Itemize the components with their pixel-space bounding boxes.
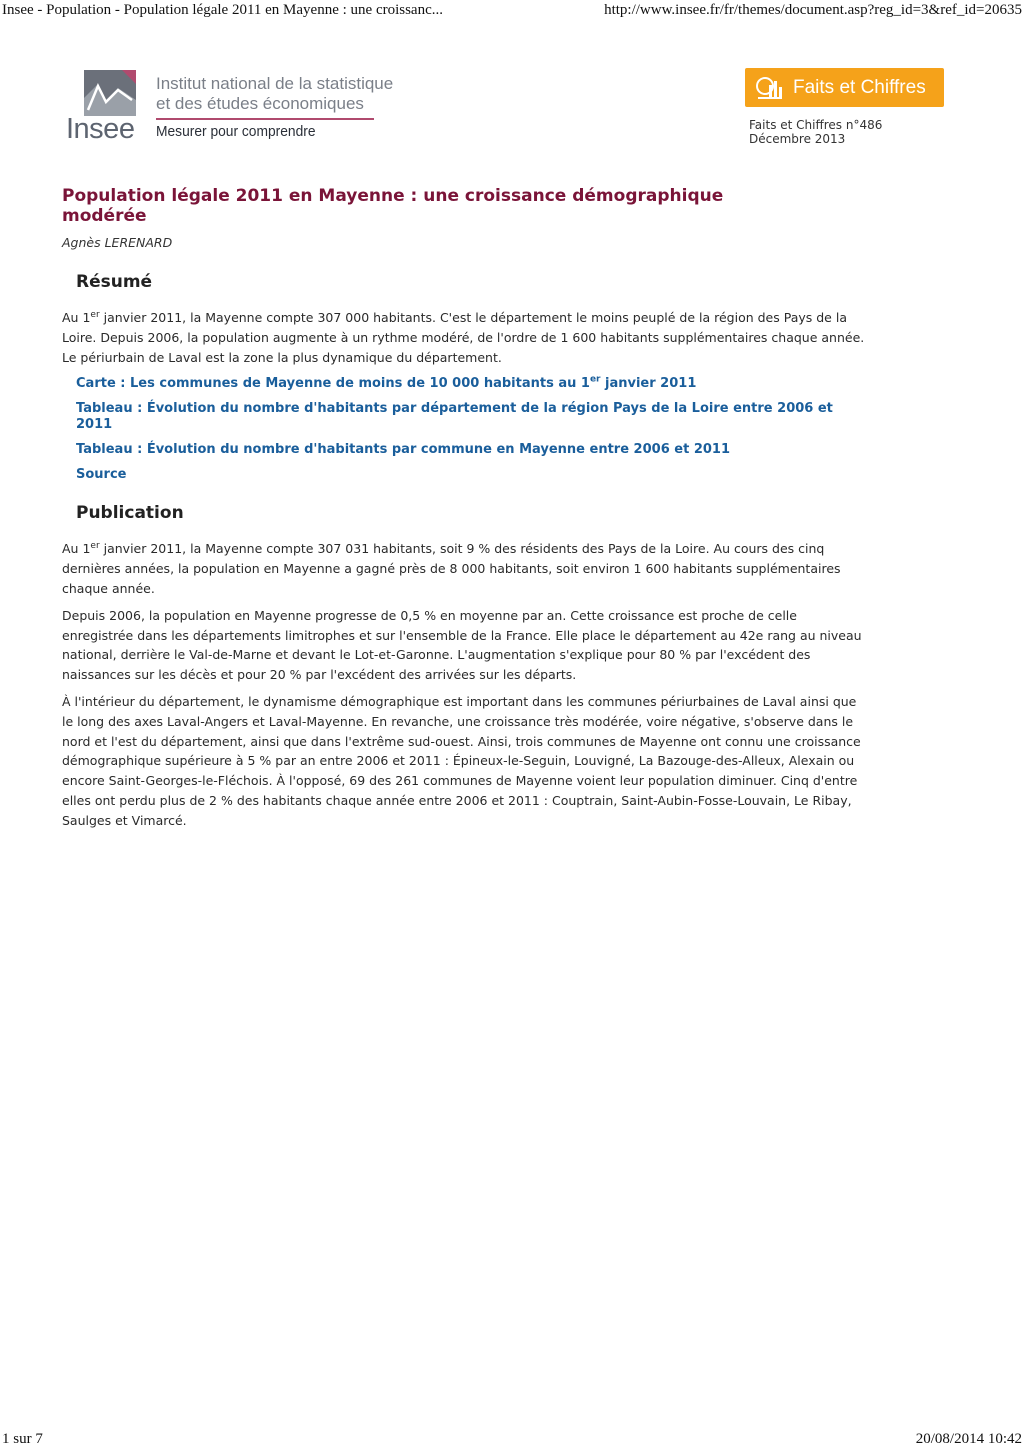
print-footer [0, 1431, 1024, 1451]
link-carte[interactable]: Carte : Les communes de Mayenne de moins de 10 000 habitants au 1er janvier 2011 [76, 375, 697, 392]
institute-name [156, 74, 416, 114]
article-author: Agnès LERENARD [62, 235, 173, 250]
issue-number: Faits et Chiffres n°486 [749, 118, 883, 132]
logo-divider [156, 118, 374, 120]
link-tableau-departements[interactable]: Tableau : Évolution du nombre d'habitants par département de la région Pays de la Loire entre 2006 et 2011 [76, 401, 833, 433]
issue-date: Décembre 2013 [749, 132, 846, 146]
print-header-url: http://www.insee.fr/fr/themes/document.asp?reg_id=3&ref_id=20635 [604, 2, 1022, 18]
publication-paragraph-3: À l'intérieur du département, le dynamisme démographique est important dans les communes périurbaines de Laval ainsi que le long des axes Laval-Angers et Laval-Mayenne. En revanche, une croissance très modérée, voire négative, s'observe dans le nord et l'est du département, ainsi que dans l'extrême sud-ouest. Ainsi, trois communes de Mayenne ont connu une croissance démographique supérieure à 5 % par an entre 2006 et 2011 : Épineux-le-Seguin, Louvigné, La Bazouge-des-Alleux, Alexain ou encore Saint-Georges-le-Fléchois. À l'opposé, 69 des 261 communes de Mayenne voient leur population diminuer. Cinq d'entre elles ont perdu plus de 2 % des habitants chaque année entre 2006 et 2011 : Couptrain, Saint-Aubin-Fosse-Louvain, Le Ribay, Saulges et Vimarcé. [62, 693, 861, 828]
article-title: Population légale 2011 en Mayenne : une croissance démographique modérée [62, 186, 724, 226]
resume-heading: Résumé [76, 272, 153, 292]
logo-tagline: Mesurer pour comprendre [156, 123, 316, 140]
resume-paragraph: Au 1er janvier 2011, la Mayenne compte 307 000 habitants. C'est le département le moins peuplé de la région des Pays de la Loire. Depuis 2006, la population augmente à un rythme modéré, de l'ordre de 1 600 habitants supplémentaires chaque année. Le périurbain de Laval est la zone la plus dynamique du département. [62, 309, 865, 365]
institute-name-line1: Institut national de la statistique [156, 74, 394, 93]
print-footer-page: 1 sur 7 [2, 1431, 43, 1447]
hands-icon [754, 73, 784, 103]
print-header [0, 2, 1024, 22]
resume-links [62, 376, 870, 483]
institute-name-line2: et des études économiques [156, 94, 364, 113]
publication-heading: Publication [76, 503, 184, 524]
article [62, 186, 870, 831]
insee-wordmark: Insee [66, 113, 135, 145]
faits-et-chiffres-badge [745, 68, 944, 107]
print-footer-datetime: 20/08/2014 10:42 [915, 1431, 1022, 1447]
faits-et-chiffres-label: Faits et Chiffres [793, 76, 926, 98]
issue-meta [749, 118, 882, 146]
publication-paragraph-1: Au 1er janvier 2011, la Mayenne compte 307 031 habitants, soit 9 % des résidents des Pays de la Loire. Au cours des cinq dernières années, la population en Mayenne a gagné près de 8 000 habitants, soit environ 1 600 habitants supplémentaires chaque année. [62, 541, 841, 596]
print-header-title: Insee - Population - Population légale 2011 en Mayenne : une croissanc... [2, 2, 443, 18]
link-tableau-communes[interactable]: Tableau : Évolution du nombre d'habitants par commune en Mayenne entre 2006 et 2011 [76, 442, 731, 458]
publication-paragraph-2: Depuis 2006, la population en Mayenne progresse de 0,5 % en moyenne par an. Cette croissance est proche de celle enregistrée dans les départements limitrophes et sur l'ensemble de la France. Elle place le département au 42e rang au niveau national, derrière le Val-de-Marne et devant le Lot-et-Garonne. L'augmentation s'explique pour 80 % par l'excédent des naissances sur les décès et pour 20 % par l'excédent des arrivées sur les départs. [62, 607, 862, 683]
link-source[interactable]: Source [76, 467, 127, 483]
insee-logo [64, 68, 394, 148]
